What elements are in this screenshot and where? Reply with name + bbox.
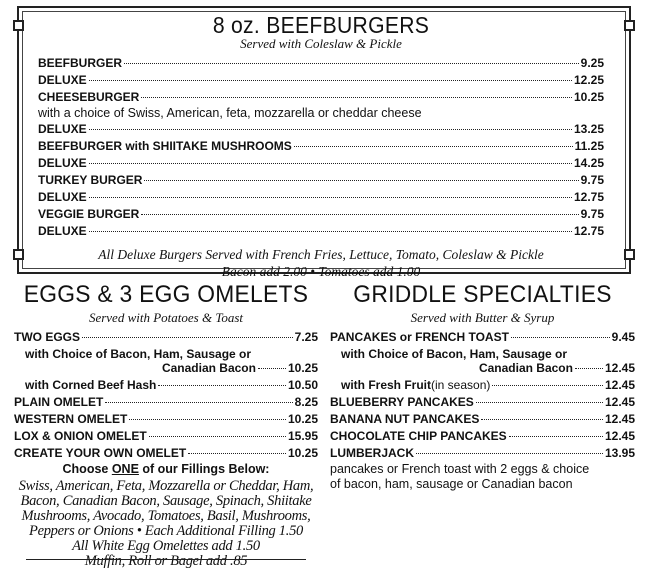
menu-item xyxy=(38,121,604,138)
item-price: 12.75 xyxy=(573,190,604,204)
item-name: CHEESEBURGER xyxy=(38,90,140,104)
menu-item xyxy=(330,329,635,346)
dot-leader xyxy=(509,436,603,437)
menu-item xyxy=(14,411,318,428)
item-price: 10.25 xyxy=(573,90,604,104)
item-price: 12.45 xyxy=(604,378,635,392)
dot-leader xyxy=(141,97,572,98)
addons-note: Bacon add 2.00 • Tomatoes add 1.00 xyxy=(221,264,421,279)
menu-item-option-text: with Choice of Bacon, Ham, Sausage or xyxy=(341,347,568,361)
menu-item xyxy=(330,377,635,394)
item-name: with Corned Beef Hash xyxy=(25,378,157,392)
menu-item xyxy=(14,329,318,346)
dot-leader xyxy=(258,368,286,369)
menu-item xyxy=(330,428,635,445)
fillings-heading xyxy=(14,462,318,477)
beefburgers-section xyxy=(17,6,631,279)
item-price: 14.25 xyxy=(573,156,604,170)
item-name: Canadian Bacon xyxy=(161,361,256,375)
item-price: 15.95 xyxy=(287,429,318,443)
item-name: BEEFBURGER xyxy=(38,56,123,70)
fillings-heading-text: Choose xyxy=(62,462,112,476)
egg-white-note: All White Egg Omelettes add 1.50 xyxy=(72,538,260,554)
item-name: Canadian Bacon xyxy=(478,361,573,375)
item-price: 10.25 xyxy=(287,446,318,460)
dot-leader xyxy=(144,180,578,181)
item-price: 11.25 xyxy=(574,139,604,153)
menu-item xyxy=(38,172,604,189)
menu-item-list xyxy=(14,329,318,462)
item-price: 9.25 xyxy=(580,56,604,70)
section-subtitle: Served with Coleslaw & Pickle xyxy=(240,36,402,51)
menu-item xyxy=(38,138,604,155)
menu-item xyxy=(38,223,604,240)
item-name: BLUEBERRY PANCAKES xyxy=(330,395,474,409)
menu-item xyxy=(330,360,635,377)
item-price: 10.50 xyxy=(287,378,318,392)
item-price: 12.45 xyxy=(604,429,635,443)
item-name: TURKEY BURGER xyxy=(38,173,143,187)
section-subtitle: Served with Potatoes & Toast xyxy=(88,310,244,325)
fillings-heading-emphasis: ONE xyxy=(111,462,139,476)
fillings-list: Swiss, American, Feta, Mozzarella or Cheddar, Ham, Bacon, Canadian Bacon, Sausage, Spinach, Shiitake Mushrooms, Avocado, Tomatoes, Basil, Mushrooms, Peppers or Onions • Each Additional Filling 1.50 xyxy=(18,478,314,539)
item-name: TWO EGGS xyxy=(14,330,80,344)
item-description: pancakes or French toast with 2 eggs & choice xyxy=(330,462,590,476)
dot-leader xyxy=(141,214,578,215)
dot-leader xyxy=(416,453,603,454)
item-name: PANCAKES or FRENCH TOAST xyxy=(330,330,509,344)
dot-leader xyxy=(511,337,610,338)
item-price: 9.75 xyxy=(580,207,604,221)
dot-leader xyxy=(188,453,286,454)
dot-leader xyxy=(158,385,286,386)
menu-item xyxy=(14,428,318,445)
menu-item xyxy=(330,445,635,462)
dot-leader xyxy=(124,63,579,64)
menu-item xyxy=(330,394,635,411)
item-name: WESTERN OMELET xyxy=(14,412,128,426)
item-price: 9.45 xyxy=(611,330,635,344)
dot-leader xyxy=(492,385,603,386)
divider xyxy=(26,559,306,560)
item-price: 8.25 xyxy=(294,395,318,409)
dot-leader xyxy=(82,337,293,338)
item-price: 12.75 xyxy=(573,224,604,238)
item-name: BANANA NUT PANCAKES xyxy=(330,412,480,426)
item-price: 12.25 xyxy=(573,73,604,87)
dot-leader xyxy=(294,146,573,147)
dot-leader xyxy=(89,163,572,164)
dot-leader xyxy=(89,129,572,130)
item-note: (in season) xyxy=(431,378,491,392)
item-name: LUMBERJACK xyxy=(330,446,414,460)
menu-item-list xyxy=(330,329,635,492)
item-name: BEEFBURGER with SHIITAKE MUSHROOMS xyxy=(38,139,292,153)
dot-leader xyxy=(575,368,603,369)
item-name: DELUXE xyxy=(38,156,87,170)
item-price: 12.45 xyxy=(604,361,635,375)
item-description: of bacon, ham, sausage or Canadian bacon xyxy=(330,477,573,491)
item-name: DELUXE xyxy=(38,122,87,136)
dot-leader xyxy=(89,231,572,232)
section-title: GRIDDLE SPECIALTIES xyxy=(353,281,612,308)
item-name: DELUXE xyxy=(38,190,87,204)
item-name: VEGGIE BURGER xyxy=(38,207,140,221)
dot-leader xyxy=(476,402,603,403)
menu-item xyxy=(14,377,318,394)
item-name: LOX & ONION OMELET xyxy=(14,429,147,443)
item-price: 10.25 xyxy=(287,412,318,426)
item-price: 9.75 xyxy=(580,173,604,187)
item-name: CHOCOLATE CHIP PANCAKES xyxy=(330,429,507,443)
dot-leader xyxy=(149,436,286,437)
item-name: with Fresh Fruit xyxy=(341,378,431,392)
item-name: DELUXE xyxy=(38,73,87,87)
deluxe-note: All Deluxe Burgers Served with French Fries, Lettuce, Tomato, Coleslaw & Pickle xyxy=(98,247,544,262)
menu-item xyxy=(14,394,318,411)
item-price: 10.25 xyxy=(287,361,318,375)
section-title: 8 oz. BEEFBURGERS xyxy=(212,12,430,38)
menu-item xyxy=(14,360,318,377)
menu-item-option-text: with Choice of Bacon, Ham, Sausage or xyxy=(25,347,252,361)
menu-item xyxy=(38,89,604,106)
item-price: 12.45 xyxy=(604,395,635,409)
bread-note: Muffin, Roll or Bagel add .85 xyxy=(84,553,248,569)
item-name: PLAIN OMELET xyxy=(14,395,104,409)
item-price: 13.95 xyxy=(604,446,635,460)
griddle-section xyxy=(330,280,635,492)
fillings-heading-text: of our Fillings Below: xyxy=(138,462,270,476)
dot-leader xyxy=(89,197,572,198)
menu-item xyxy=(330,411,635,428)
dot-leader xyxy=(105,402,292,403)
eggs-section xyxy=(14,280,318,569)
menu-item-list xyxy=(38,55,604,240)
section-title: EGGS & 3 EGG OMELETS xyxy=(23,281,309,308)
item-price: 12.45 xyxy=(604,412,635,426)
item-price: 13.25 xyxy=(573,122,604,136)
menu-item xyxy=(14,445,318,462)
item-price: 7.25 xyxy=(294,330,318,344)
menu-item xyxy=(38,206,604,223)
dot-leader xyxy=(89,80,572,81)
item-name: CREATE YOUR OWN OMELET xyxy=(14,446,187,460)
item-name: DELUXE xyxy=(38,224,87,238)
dot-leader xyxy=(481,419,603,420)
item-description: with a choice of Swiss, American, feta, mozzarella or cheddar cheese xyxy=(38,106,422,120)
menu-item xyxy=(38,55,604,72)
menu-item xyxy=(38,189,604,206)
menu-item xyxy=(38,72,604,89)
dot-leader xyxy=(129,419,286,420)
section-subtitle: Served with Butter & Syrup xyxy=(410,310,555,325)
menu-item xyxy=(38,155,604,172)
